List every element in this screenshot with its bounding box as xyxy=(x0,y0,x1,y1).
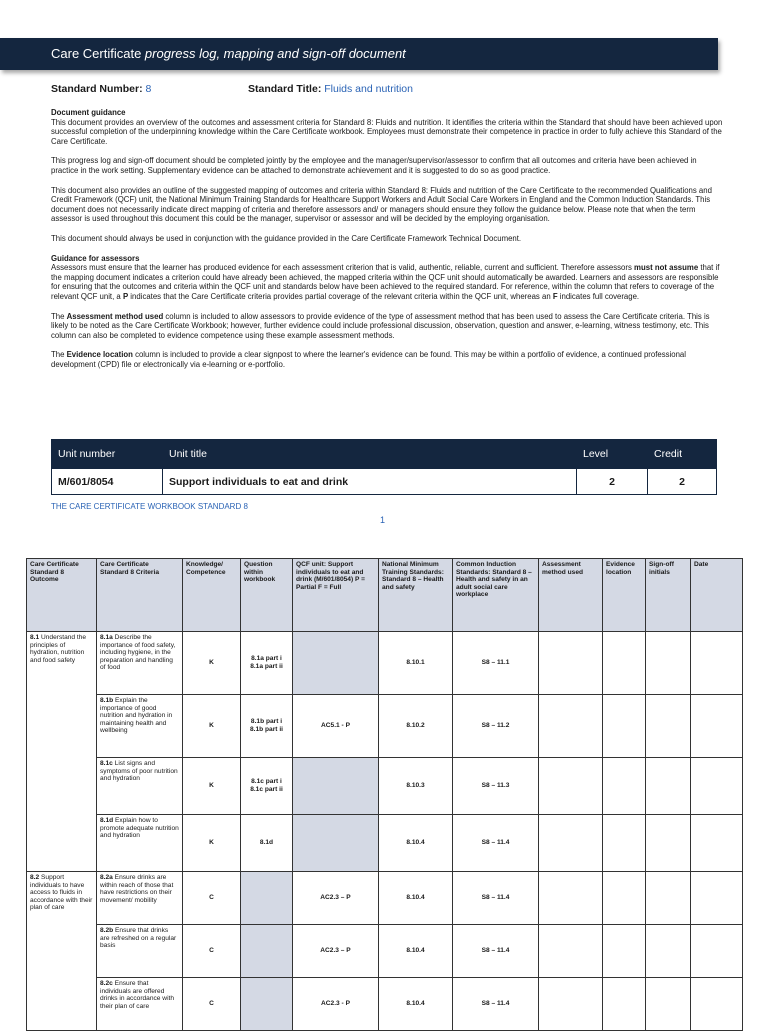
evidence-location-cell[interactable] xyxy=(603,872,646,925)
criteria-cell: 8.1c List signs and symptoms of poor nutrition and hydration xyxy=(97,758,183,815)
table-row xyxy=(27,632,743,695)
sign-off-cell[interactable] xyxy=(646,758,691,815)
question-cell xyxy=(241,925,293,978)
assessor-guidance-paragraph: Assessors must ensure that the learner has produced evidence for each assessment criterion that is valid, authentic, reliable, current and sufficient. Therefore assessors must not assume that if the mapping document indicates a criterion could have already been achieved, the mapped criteria within the QCF unit should automatically be awarded. Learners and assessors are responsible for ensuring that the outcomes and criteria within the QCF unit and standards below have been achieved to the required standard. For reference, within the column that refers to coverage of the relevant QCF unit, a P indicates that the Care Certificate criteria provides partial coverage of the relevant criteria within the QCF unit, whereas an F indicates full coverage. xyxy=(51,263,720,301)
cis-cell: S8 – 11.3 xyxy=(453,758,539,815)
table-row xyxy=(27,925,743,978)
cis-cell: S8 – 11.1 xyxy=(453,632,539,695)
table-row xyxy=(27,815,743,872)
nmts-cell: 8.10.4 xyxy=(379,925,453,978)
sign-off-cell[interactable] xyxy=(646,695,691,758)
standard-title: Standard Title: Fluids and nutrition xyxy=(248,83,413,95)
col-cis: Common Induction Standards: Standard 8 – Health and safety in an adult social care workplace xyxy=(453,559,539,632)
qcf-cell xyxy=(293,632,379,695)
guidance-paragraph-3: This document also provides an outline of the suggested mapping of outcomes and criteria within Standard 8: Fluids and nutrition of the Care Certificate to the recommended Qualifications and Credit Framework (QCF) unit, the National Minimum Training Standards for Healthcare Support Workers and Adult Social Care Workers in England and the Common Induction Standards. This document does not necessarily indicate direct mapping of criteria and therefore assessors and/ or managers should ensure they follow the guidance below. Please note that when the term assessor is used throughout this document this could be the manager, supervisor or assessor and will be decided by the employing organisation. xyxy=(51,185,712,224)
date-cell[interactable] xyxy=(691,815,743,872)
cis-cell: S8 – 11.4 xyxy=(453,925,539,978)
guidance-paragraph-4: This document should always be used in conjunction with the guidance provided in the Care Certificate Framework Technical Document. xyxy=(51,233,522,243)
sign-off-cell[interactable] xyxy=(646,925,691,978)
criteria-cell: 8.2b Ensure that drinks are refreshed on a regular basis xyxy=(97,925,183,978)
assessment-method-cell[interactable] xyxy=(539,815,603,872)
criteria-cell: 8.1b Explain the importance of good nutrition and hydration in maintaining health and wellbeing xyxy=(97,695,183,758)
col-criteria: Care Certificate Standard 8 Criteria xyxy=(97,559,183,632)
kc-cell: C xyxy=(183,978,241,1031)
level-header: Level xyxy=(577,440,648,469)
sign-off-cell[interactable] xyxy=(646,815,691,872)
criteria-cell: 8.1d Explain how to promote adequate nutrition and hydration xyxy=(97,815,183,872)
criteria-cell: 8.1a Describe the importance of food safety, including hygiene, in the preparation and handling of food xyxy=(97,632,183,695)
outcome-8-2: 8.2 Support individuals to have access to fluids in accordance with their plan of care xyxy=(27,872,97,1031)
question-cell: 8.1c part i 8.1c part ii xyxy=(241,758,293,815)
page-number: 1 xyxy=(380,515,386,525)
table-row xyxy=(27,695,743,758)
cis-cell: S8 – 11.4 xyxy=(453,872,539,925)
sign-off-cell[interactable] xyxy=(646,632,691,695)
evidence-location-cell[interactable] xyxy=(603,925,646,978)
nmts-cell: 8.10.3 xyxy=(379,758,453,815)
unit-number-header: Unit number xyxy=(52,440,163,469)
unit-number: M/601/8054 xyxy=(52,469,163,495)
assessment-method-cell[interactable] xyxy=(539,632,603,695)
assessment-method-cell[interactable] xyxy=(539,925,603,978)
assessor-guidance-heading: Guidance for assessors xyxy=(51,253,140,263)
date-cell[interactable] xyxy=(691,925,743,978)
assessment-method-cell[interactable] xyxy=(539,978,603,1031)
question-cell xyxy=(241,978,293,1031)
evidence-location-paragraph: The Evidence location column is included to provide a clear signpost to where the learner's evidence can be found. This may be within a portfolio of evidence, a continued professional development (CPD) file or electronically via e-learning or e-portfolio. xyxy=(51,350,686,369)
outcome-8-1: 8.1 Understand the principles of hydration, nutrition and food safety xyxy=(27,632,97,872)
evidence-location-cell[interactable] xyxy=(603,758,646,815)
guidance-paragraph-2: This progress log and sign-off document should be completed jointly by the employee and the manager/supervisor/assessor to confirm that all outcomes and criteria have been achieved in practice in the work setting. Supplementary evidence can be attached to demonstrate achievement and it is suggested to do so as good practice. xyxy=(51,156,697,175)
kc-cell: C xyxy=(183,925,241,978)
evidence-location-cell[interactable] xyxy=(603,978,646,1031)
qcf-cell: AC5.1 - P xyxy=(293,695,379,758)
kc-cell: C xyxy=(183,872,241,925)
table-row xyxy=(27,758,743,815)
date-cell[interactable] xyxy=(691,695,743,758)
table-row xyxy=(27,978,743,1031)
qcf-cell: AC2.3 – P xyxy=(293,872,379,925)
kc-cell: K xyxy=(183,815,241,872)
footer-note: THE CARE CERTIFICATE WORKBOOK STANDARD 8 xyxy=(51,502,248,511)
cis-cell: S8 – 11.2 xyxy=(453,695,539,758)
nmts-cell: 8.10.2 xyxy=(379,695,453,758)
unit-table xyxy=(51,439,717,495)
date-cell[interactable] xyxy=(691,872,743,925)
kc-cell: K xyxy=(183,695,241,758)
qcf-cell: AC2.3 – P xyxy=(293,925,379,978)
nmts-cell: 8.10.1 xyxy=(379,632,453,695)
col-sign-off: Sign-off initials xyxy=(646,559,691,632)
guidance-section xyxy=(51,108,723,379)
qcf-cell xyxy=(293,815,379,872)
col-evidence-location: Evidence location xyxy=(603,559,646,632)
nmts-cell: 8.10.4 xyxy=(379,872,453,925)
evidence-location-cell[interactable] xyxy=(603,815,646,872)
criteria-cell: 8.2c Ensure that individuals are offered drinks in accordance with their plan of care xyxy=(97,978,183,1031)
nmts-cell: 8.10.4 xyxy=(379,815,453,872)
col-knowledge-competence: Knowledge/ Competence xyxy=(183,559,241,632)
guidance-paragraph-1: This document provides an overview of the outcomes and assessment criteria for Standard 8: Fluids and nutrition. It identifies the criteria within the Standard that should have been achieved upon successful completion of the underpinning knowledge within the Care Certificate workbook. Employees must demonstrate their competence in practice in order to fully achieve this Standard of the Care Certificate. xyxy=(51,117,723,146)
document-title: Care Certificate progress log, mapping and sign-off document xyxy=(51,46,406,61)
mapping-header-row xyxy=(27,559,743,632)
col-outcome: Care Certificate Standard 8 Outcome xyxy=(27,559,97,632)
mapping-table xyxy=(26,558,743,1031)
criteria-cell: 8.2a Ensure drinks are within reach of those that have restrictions on their movement/ mobility xyxy=(97,872,183,925)
sign-off-cell[interactable] xyxy=(646,978,691,1031)
assessment-method-cell[interactable] xyxy=(539,758,603,815)
question-cell xyxy=(241,872,293,925)
cis-cell: S8 – 11.4 xyxy=(453,978,539,1031)
unit-title-header: Unit title xyxy=(163,440,577,469)
credit-header: Credit xyxy=(648,440,717,469)
assessment-method-paragraph: The Assessment method used column is included to allow assessors to provide evidence of the type of assessment method that has been used to assess the Care Certificate criteria. This is likely to be noted as the Care Certificate Workbook; however, further evidence could include professional discussion, observation, question and answer, e-learning, witness testimony, etc. This column can also be completed to evidence competence using these example assessment methods. xyxy=(51,311,710,340)
qcf-cell: AC2.3 - P xyxy=(293,978,379,1031)
unit-level: 2 xyxy=(577,469,648,495)
col-assessment-method: Assessment method used xyxy=(539,559,603,632)
question-cell: 8.1d xyxy=(241,815,293,872)
question-cell: 8.1b part i 8.1b part ii xyxy=(241,695,293,758)
qcf-cell xyxy=(293,758,379,815)
guidance-heading: Document guidance xyxy=(51,108,126,117)
evidence-location-cell[interactable] xyxy=(603,695,646,758)
document-banner xyxy=(0,38,718,70)
unit-title: Support individuals to eat and drink xyxy=(163,469,577,495)
evidence-location-cell[interactable] xyxy=(603,632,646,695)
date-cell[interactable] xyxy=(691,632,743,695)
standard-number: Standard Number: 8 xyxy=(51,83,152,95)
col-question: Question within workbook xyxy=(241,559,293,632)
sign-off-cell[interactable] xyxy=(646,872,691,925)
col-date: Date xyxy=(691,559,743,632)
kc-cell: K xyxy=(183,632,241,695)
table-row xyxy=(27,872,743,925)
unit-credit: 2 xyxy=(648,469,717,495)
date-cell[interactable] xyxy=(691,758,743,815)
cis-cell: S8 – 11.4 xyxy=(453,815,539,872)
assessment-method-cell[interactable] xyxy=(539,872,603,925)
assessment-method-cell[interactable] xyxy=(539,695,603,758)
nmts-cell: 8.10.4 xyxy=(379,978,453,1031)
col-qcf: QCF unit: Support individuals to eat and drink (M/601/8054) P = Partial F = Full xyxy=(293,559,379,632)
col-nmts: National Minimum Training Standards: Standard 8 – Health and safety xyxy=(379,559,453,632)
question-cell: 8.1a part i 8.1a part ii xyxy=(241,632,293,695)
date-cell[interactable] xyxy=(691,978,743,1031)
kc-cell: K xyxy=(183,758,241,815)
